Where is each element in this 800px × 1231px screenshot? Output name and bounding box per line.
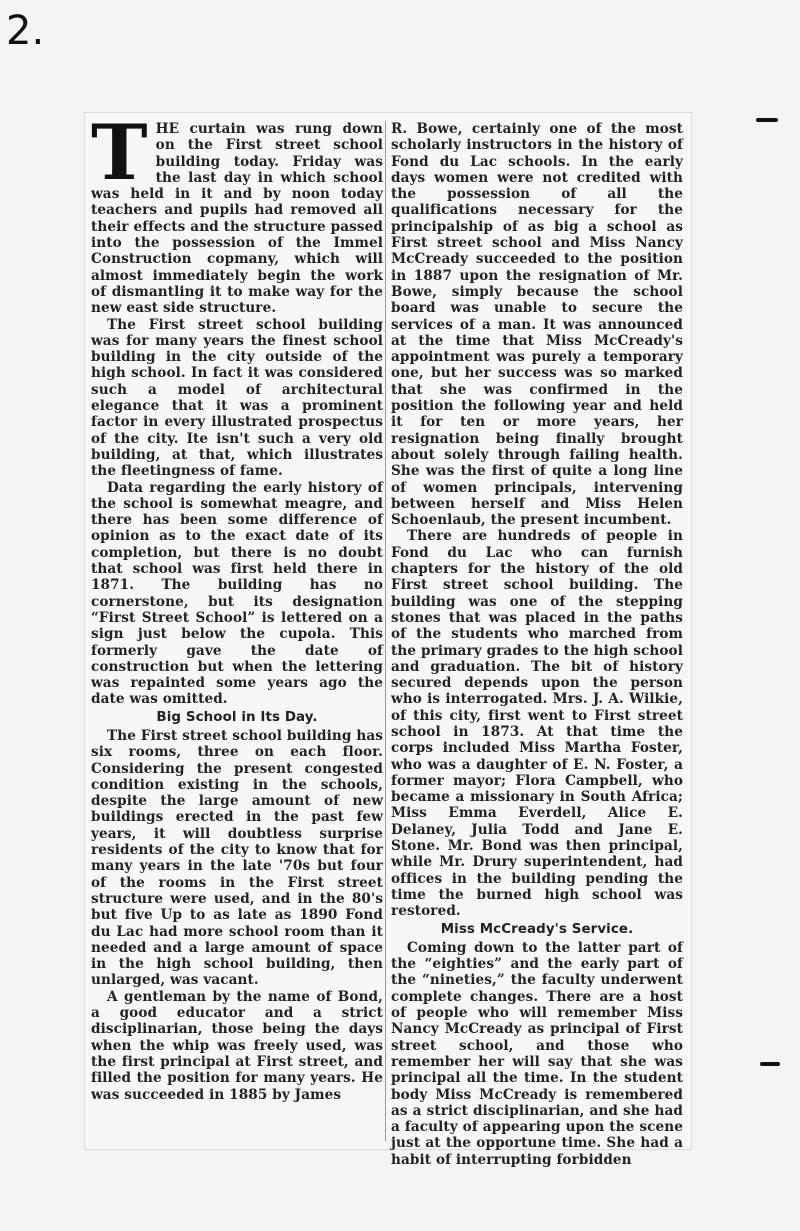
drop-cap: T [91,108,148,197]
article-column-left [91,108,383,1103]
article-paragraph: The First street school building has six rooms, three on each floor. Considering the present congested condition existing in the schools, despite the large amount of new buildings erected in the past few years, it will doubtless surprise residents of the city to know that for many years in the late '70s but four of the rooms in the First street structure were used, and in the 80's but five Up to as late as 1890 Fond du Lac had more school room than it needed and a large amount of space in the high school building, then unlarged, was vacant. [91,727,383,989]
article-paragraph: Data regarding the early history of the school is somewhat meagre, and there has been some difference of opinion as to the exact date of its completion, but there is no doubt that school was first held there in 1871. The building has no cornerstone, but its designation “First Street School” is lettered on a sign just below the cupola. This formerly gave the date of construction but when the lettering was repainted some years ago the date was omitted. [91,479,383,708]
article-paragraph [91,108,383,317]
article-column-right [391,121,683,1168]
section-subheading: Big School in Its Day. [156,709,318,725]
article-paragraph: Coming down to the latter part of the “eighties” and the early part of the “nineties,” the faculty underwent complete changes. There are a host of people who will remember Miss Nancy McCready as principal of First street school, and those who remember her will say that she was principal all the time. In the student body Miss McCready is remembered as a strict disciplinarian, and she had a faculty of appearing upon the scene just at the opportune time. She had a habit of interrupting forbidden [391,939,683,1168]
article-paragraph: The First street school building was for many years the finest school building in the city outside of the high school. In fact it was considered such a model of architectural elegance that it was a prominent factor in every illustrated prospectus of the city. Ite isn't such a very old building, at that, which illustrates the fleetingness of fame. [91,316,383,480]
article-paragraph: A gentleman by the name of Bond, a good educator and a strict disciplinarian, those being the days when the whip was freely used, was the first principal at First street, and filled the position for many years. He was succeeded in 1885 by James [91,988,383,1103]
article-paragraph: There are hundreds of people in Fond du Lac who can furnish chapters for the history of the old First street school building. The building was one of the stepping stones that was placed in the paths of the students who marched from the primary grades to the high school and graduation. The bit of history secured depends upon the person who is interrogated. Mrs. J. A. Wilkie, of this city, first went to First street school in 1873. At that time the corps included Miss Martha Foster, who was a daughter of E. N. Foster, a former mayor; Flora Campbell, who became a missionary in South Africa; Miss Emma Everdell, Alice E. Delaney, Julia Todd and Jane E. Stone. Mr. Bond was then principal, while Mr. Drury superintendent, had offices in the building pending the time the burned high school was restored. [391,528,683,920]
article-paragraph: R. Bowe, certainly one of the most scholarly instructors in the history of Fond du Lac schools. In the early days women were not credited with the possession of all the qualifications necessary for the principalship of as big a school as First street school and Miss Nancy McCready succeeded to the position in 1887 upon the resignation of Mr. Bowe, simply because the school board was unable to secure the services of a man. It was announced at the time that Miss McCready's appointment was purely a temporary one, but her success was so marked that she was confirmed in the position the following year and held it for ten or more years, her resignation being finally brought about solely through failing health. She was the first of quite a long line of women principals, intervening between herself and Miss Helen Schoenlaub, the present incumbent. [391,121,683,529]
margin-mark-bottom [760,1062,780,1066]
newspaper-clipping [84,108,692,1168]
section-subheading: Miss McCready's Service. [440,921,634,937]
margin-mark-top [756,118,778,122]
column-divider [385,121,386,1141]
paragraph-text: HE curtain was rung down on the First street school building today. Friday was the last day in which school was held in it and by noon today teachers and pupils had removed all their effects and the structure passed into the possession of the Immel Construction copmany, which will almost immediately begin the work of dismantling it to make way for the new east side structure. [91,121,383,317]
page-number: 2. [6,8,45,54]
